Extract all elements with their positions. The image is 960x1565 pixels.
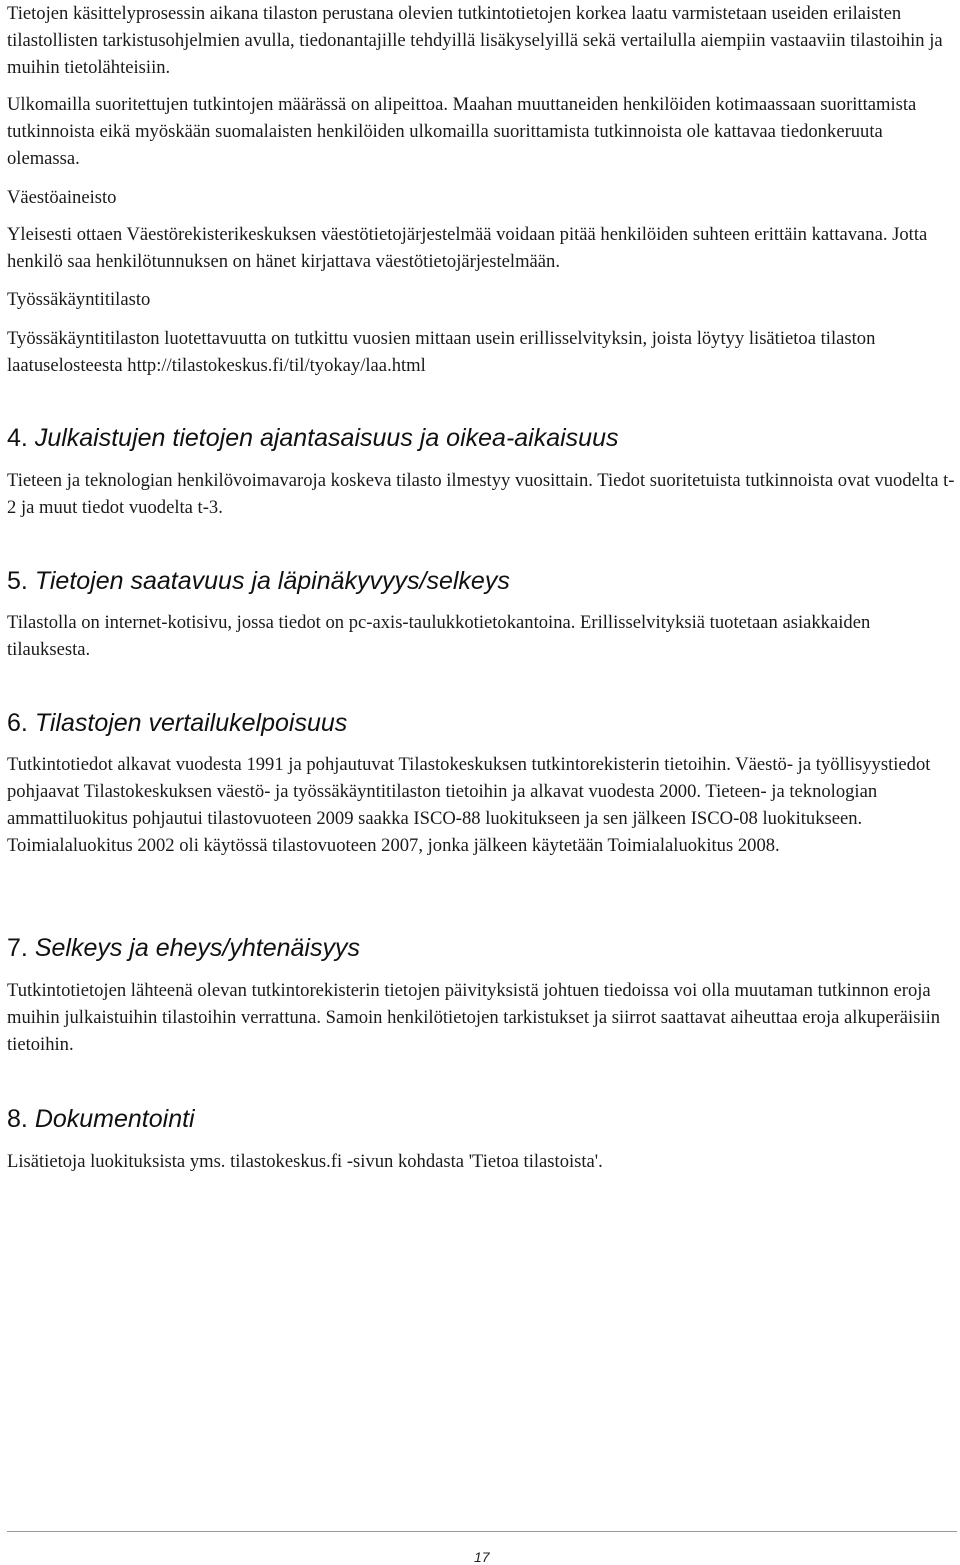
section-7-heading <box>7 933 957 963</box>
intro-paragraph-1: Tietojen käsittelyprosessin aikana tilaston perustana olevien tutkintotietojen korkea laatu varmistetaan useiden erilaisten tilastollisten tarkistusohjelmien avulla, tiedonantajille tehdyillä lisäkyselyillä sekä vertailulla aiempiin vastaaviin tilastoihin ja muihin tietolähteisiin. <box>7 3 943 78</box>
section-5-heading <box>7 566 957 596</box>
intro-paragraph-3: Yleisesti ottaen Väestörekisterikeskuksen väestötietojärjestelmää voidaan pitää henkilöiden suhteen erittäin kattavana. Jotta henkilö saa henkilötunnuksen on hänet kirjattava väestötietojärjestelmään. <box>7 224 928 272</box>
subheading-vaestoaineisto: Väestöaineisto <box>7 187 117 208</box>
section-number: 4. <box>7 424 28 452</box>
section-6-text: Tutkintotiedot alkavat vuodesta 1991 ja pohjautuvat Tilastokeskuksen tutkintorekisterin tietoihin. Väestö- ja työllisyystiedot pohjaavat Tilastokeskuksen väestö- ja työssäkäyntitilaston tietoihin ja alkavat vuodesta 2000. Tieteen- ja teknologian ammattiluokitus pohjautui tilastovuoteen 2009 saakka ISCO-88 luokitukseen ja sen jälkeen ISCO-08 luokitukseen. Toimialaluokitus 2002 oli käytössä tilastovuoteen 2007, jonka jälkeen käytetään Toimialaluokitus 2008. <box>7 754 931 856</box>
section-5-text: Tilastolla on internet-kotisivu, jossa tiedot on pc-axis-taulukkotietokantoina. Erillisselvityksiä tuotetaan asiakkaiden tilauksesta. <box>7 612 871 660</box>
section-title: Tilastojen vertailukelpoisuus <box>34 709 348 737</box>
section-number: 6. <box>7 709 28 737</box>
section-4-text: Tieteen ja teknologian henkilövoimavaroja koskeva tilasto ilmestyy vuosittain. Tiedot suoritetuista tutkinnoista ovat vuodelta t-2 ja muut tiedot vuodelta t-3. <box>7 470 955 518</box>
page-number: 17 <box>474 1549 490 1565</box>
section-title: Dokumentointi <box>34 1105 195 1133</box>
section-title: Tietojen saatavuus ja läpinäkyvyys/selkeys <box>34 567 510 595</box>
section-6-heading <box>7 708 957 738</box>
section-number: 5. <box>7 567 28 595</box>
section-title: Selkeys ja eheys/yhtenäisyys <box>34 934 360 962</box>
section-8-text: Lisätietoja luokituksista yms. tilastokeskus.fi -sivun kohdasta 'Tietoa tilastoista'. <box>7 1151 603 1172</box>
section-number: 7. <box>7 934 28 962</box>
section-number: 8. <box>7 1105 28 1133</box>
section-4-heading <box>7 423 957 453</box>
section-8-heading <box>7 1104 957 1134</box>
intro-paragraph-2: Ulkomailla suoritettujen tutkintojen määrässä on alipeittoa. Maahan muuttaneiden henkilöiden kotimaassaan suorittamista tutkinnoista eikä myöskään suomalaisten henkilöiden ulkomailla suorittamista tutkinnoista ole kattavaa tiedonkeruuta olemassa. <box>7 94 917 169</box>
footer-divider <box>7 1531 957 1532</box>
section-title: Julkaistujen tietojen ajantasaisuus ja oikea-aikaisuus <box>34 424 619 452</box>
subheading-tyossakayntitilasto: Työssäkäyntitilasto <box>7 289 151 310</box>
intro-paragraph-4: Työssäkäyntitilaston luotettavuutta on tutkittu vuosien mittaan usein erillisselvityksin, joista löytyy lisätietoa tilaston laatuselosteesta http://tilastokeskus.fi/til/tyokay/laa.html <box>7 328 876 376</box>
section-7-text: Tutkintotietojen lähteenä olevan tutkintorekisterin tietojen päivityksistä johtuen tiedoissa voi olla muutaman tutkinnon eroja muihin julkaistuihin tilastoihin verrattuna. Samoin henkilötietojen tarkistukset ja siirrot saattavat aiheuttaa eroja alkuperäisiin tietoihin. <box>7 980 941 1055</box>
